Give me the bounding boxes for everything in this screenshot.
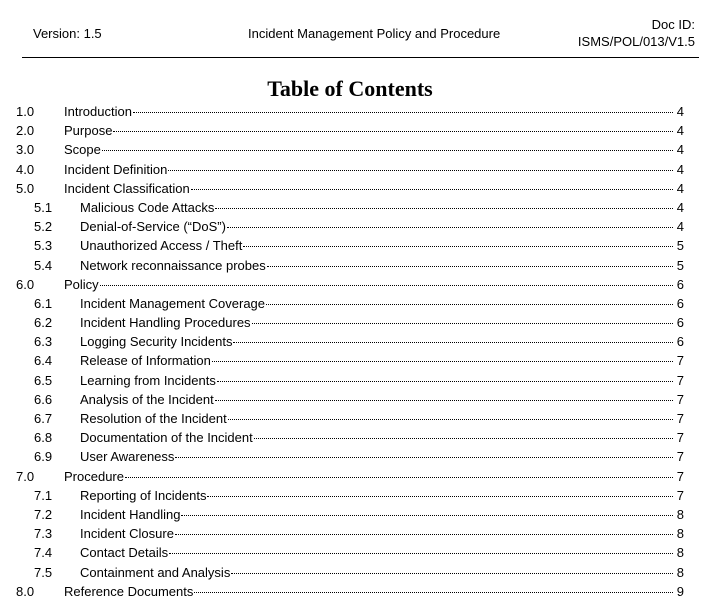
toc-entry-number: 3.0	[16, 142, 35, 158]
toc-entry-label: Release of Information	[80, 353, 211, 369]
toc-entry-number: 7.0	[16, 468, 35, 484]
toc-entry-page: 5	[676, 257, 684, 273]
toc-entry-page: 8	[676, 506, 684, 522]
toc-entry[interactable]	[16, 277, 684, 296]
toc-dot-leader	[252, 323, 673, 324]
toc-entry-number: 7.4	[34, 545, 53, 561]
toc-entry-number: 6.8	[34, 430, 53, 446]
toc-dot-leader	[254, 438, 673, 439]
toc-dot-leader	[267, 266, 673, 267]
toc-entry-label: Introduction	[64, 104, 132, 119]
toc-entry-page: 4	[676, 104, 684, 119]
toc-entry-label: Analysis of the Incident	[80, 391, 214, 407]
toc-entry-label: Resolution of the Incident	[80, 411, 227, 426]
toc-dot-leader	[227, 227, 673, 228]
toc-entry[interactable]	[16, 123, 684, 142]
toc-entry-number: 6.2	[34, 315, 53, 331]
toc-entry-number: 5.4	[34, 257, 53, 273]
toc-entry-page: 4	[676, 142, 684, 158]
header-document-title: Incident Management Policy and Procedure	[248, 26, 501, 41]
toc-entry-page: 7	[676, 372, 684, 388]
toc-entry-page: 4	[676, 123, 684, 139]
header-doc-id	[578, 16, 695, 50]
toc-dot-leader	[133, 112, 673, 113]
toc-entry-label: Logging Security Incidents	[80, 334, 233, 350]
toc-entry[interactable]	[16, 488, 684, 507]
header-doc-id-label: Doc ID:	[651, 17, 695, 32]
header-divider	[22, 57, 699, 58]
toc-dot-leader	[215, 400, 673, 401]
toc-entry-number: 6.9	[34, 449, 53, 465]
toc-entry[interactable]	[16, 449, 684, 468]
toc-entry-page: 4	[676, 199, 684, 215]
toc-entry-label: Documentation of the Incident	[80, 430, 253, 446]
toc-entry-page: 6	[676, 295, 684, 311]
toc-dot-leader	[194, 592, 673, 593]
toc-entry-number: 1.0	[16, 104, 35, 119]
toc-entry[interactable]	[16, 104, 684, 123]
toc-entry-label: Containment and Analysis	[80, 564, 231, 580]
table-of-contents	[16, 104, 684, 603]
toc-entry-label: Reporting of Incidents	[80, 487, 207, 503]
toc-entry-number: 7.5	[34, 564, 53, 580]
toc-entry[interactable]	[16, 584, 684, 603]
toc-dot-leader	[102, 150, 673, 151]
toc-entry[interactable]	[16, 411, 684, 430]
toc-entry-label: Malicious Code Attacks	[80, 199, 215, 215]
toc-entry-page: 6	[676, 334, 684, 350]
toc-entry[interactable]	[16, 507, 684, 526]
toc-entry-label: Policy	[64, 276, 99, 292]
toc-entry-label: Reference Documents	[64, 583, 194, 599]
toc-entry-page: 8	[676, 564, 684, 580]
toc-entry[interactable]	[16, 200, 684, 219]
toc-entry-page: 5	[676, 238, 684, 254]
page-header	[0, 0, 713, 58]
toc-entry-label: User Awareness	[80, 449, 175, 465]
toc-entry-label: Learning from Incidents	[80, 372, 216, 388]
toc-entry-label: Incident Handling Procedures	[80, 315, 251, 331]
toc-entry-number: 7.1	[34, 487, 53, 503]
toc-dot-leader	[100, 285, 673, 286]
toc-dot-leader	[169, 553, 673, 554]
toc-dot-leader	[215, 208, 673, 209]
toc-entry-number: 5.3	[34, 238, 53, 254]
toc-entry[interactable]	[16, 430, 684, 449]
toc-dot-leader	[212, 361, 673, 362]
toc-dot-leader	[243, 246, 673, 247]
toc-entry-number: 2.0	[16, 123, 35, 139]
toc-entry-label: Procedure	[64, 468, 124, 484]
toc-dot-leader	[181, 515, 673, 516]
toc-entry-number: 5.1	[34, 199, 53, 215]
toc-entry-number: 6.5	[34, 372, 53, 388]
toc-dot-leader	[175, 457, 673, 458]
toc-dot-leader	[175, 534, 673, 535]
toc-entry[interactable]	[16, 545, 684, 564]
toc-entry-number: 6.3	[34, 334, 53, 350]
toc-entry-page: 4	[676, 219, 684, 235]
toc-entry-label: Network reconnaissance probes	[80, 257, 266, 273]
toc-entry-label: Denial-of-Service (“DoS”)	[80, 219, 226, 235]
toc-entry-label: Contact Details	[80, 545, 169, 561]
toc-dot-leader	[191, 189, 673, 190]
toc-entry-label: Scope	[64, 142, 101, 158]
toc-entry-label: Incident Management Coverage	[80, 295, 266, 311]
toc-entry[interactable]	[16, 162, 684, 181]
toc-entry-label: Purpose	[64, 123, 113, 139]
toc-entry-number: 4.0	[16, 161, 35, 177]
toc-entry-number: 6.6	[34, 391, 53, 407]
toc-entry-number: 5.0	[16, 180, 35, 196]
toc-entry-number: 6.7	[34, 411, 53, 426]
header-doc-id-value: ISMS/POL/013/V1.5	[577, 34, 695, 49]
toc-entry[interactable]	[16, 392, 684, 411]
toc-entry-page: 8	[676, 526, 684, 542]
toc-dot-leader	[125, 477, 673, 478]
toc-entry-label: Incident Closure	[80, 526, 174, 542]
toc-entry[interactable]	[16, 296, 684, 315]
toc-entry-number: 7.3	[34, 526, 53, 542]
toc-entry[interactable]	[16, 258, 684, 277]
toc-entry-number: 8.0	[16, 583, 35, 599]
toc-entry-page: 7	[676, 353, 684, 369]
toc-entry[interactable]	[16, 142, 684, 161]
toc-entry[interactable]	[16, 373, 684, 392]
toc-entry-page: 8	[676, 545, 684, 561]
toc-dot-leader	[207, 496, 673, 497]
toc-entry-label: Unauthorized Access / Theft	[80, 238, 243, 254]
toc-entry-page: 7	[676, 411, 684, 426]
toc-entry-label: Incident Classification	[64, 180, 190, 196]
toc-entry-page: 4	[676, 161, 684, 177]
toc-dot-leader	[228, 419, 673, 420]
toc-entry-number: 6.4	[34, 353, 53, 369]
toc-dot-leader	[113, 131, 673, 132]
toc-entry-page: 7	[676, 487, 684, 503]
toc-title: Table of Contents	[267, 76, 433, 101]
toc-entry-number: 6.0	[16, 276, 35, 292]
toc-entry-label: Incident Handling	[80, 506, 181, 522]
toc-dot-leader	[266, 304, 673, 305]
toc-entry[interactable]	[16, 565, 684, 584]
toc-entry-page: 7	[676, 468, 684, 484]
toc-entry-number: 7.2	[34, 506, 53, 522]
toc-entry-number: 6.1	[34, 295, 53, 311]
toc-entry-page: 6	[676, 315, 684, 331]
toc-entry-page: 4	[676, 180, 684, 196]
toc-entry-page: 7	[676, 391, 684, 407]
toc-dot-leader	[168, 170, 673, 171]
toc-entry[interactable]	[16, 353, 684, 372]
toc-dot-leader	[217, 381, 673, 382]
toc-entry-page: 7	[676, 430, 684, 446]
toc-entry[interactable]	[16, 315, 684, 334]
toc-dot-leader	[233, 342, 673, 343]
toc-entry-page: 6	[676, 276, 684, 292]
toc-entry-number: 5.2	[34, 219, 53, 235]
toc-entry[interactable]	[16, 181, 684, 200]
header-version: Version: 1.5	[33, 26, 102, 41]
toc-entry[interactable]	[16, 469, 684, 488]
toc-entry-label: Incident Definition	[64, 161, 168, 177]
toc-entry[interactable]	[16, 526, 684, 545]
toc-entry[interactable]	[16, 219, 684, 238]
toc-entry-page: 7	[676, 449, 684, 465]
toc-entry[interactable]	[16, 334, 684, 353]
toc-dot-leader	[231, 573, 673, 574]
toc-entry[interactable]	[16, 238, 684, 257]
toc-entry-page: 9	[676, 583, 684, 599]
